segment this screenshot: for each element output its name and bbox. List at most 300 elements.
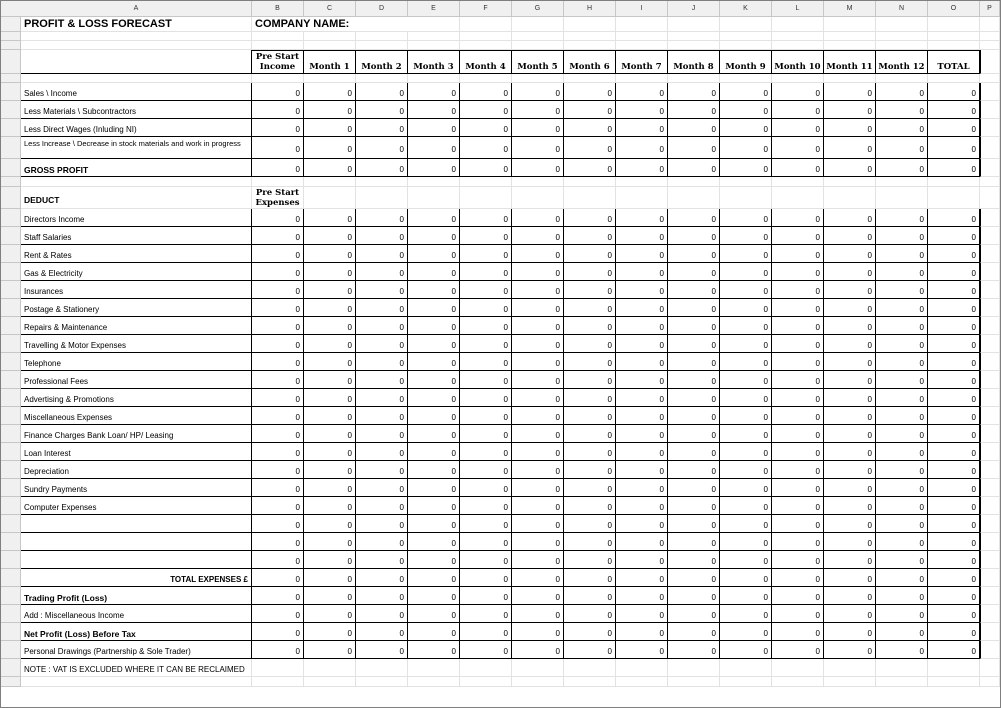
cell-k39[interactable] (720, 659, 772, 677)
cell-o9[interactable]: 0 (928, 137, 980, 159)
cell-p15[interactable] (980, 227, 1000, 245)
cell-h39[interactable] (564, 659, 616, 677)
cell-m15[interactable]: 0 (824, 227, 876, 245)
cell-a13[interactable] (21, 187, 252, 209)
cell-c31[interactable]: 0 (304, 515, 356, 533)
cell-o31[interactable]: 0 (928, 515, 980, 533)
cell-a36[interactable] (21, 605, 252, 623)
cell-k13[interactable] (720, 187, 772, 209)
cell-c35[interactable]: 0 (304, 587, 356, 605)
cell-h20[interactable]: 0 (564, 317, 616, 335)
cell-j14[interactable]: 0 (668, 209, 720, 227)
cell-f40[interactable] (460, 677, 512, 687)
cell-p2[interactable] (980, 32, 1000, 41)
cell-f36[interactable]: 0 (460, 605, 512, 623)
cell-l9[interactable]: 0 (772, 137, 824, 159)
cell-c2[interactable] (304, 32, 356, 41)
cell-j23[interactable]: 0 (668, 371, 720, 389)
cell-a37[interactable] (21, 623, 252, 641)
cell-m14[interactable]: 0 (824, 209, 876, 227)
cell-n15[interactable]: 0 (876, 227, 928, 245)
row-header-37[interactable] (1, 623, 21, 641)
cell-p10[interactable] (980, 159, 1000, 177)
cell-f12[interactable] (460, 177, 512, 187)
cell-g39[interactable] (512, 659, 564, 677)
cell-e34[interactable]: 0 (408, 569, 460, 587)
row-header-16[interactable] (1, 245, 21, 263)
cell-l32[interactable]: 0 (772, 533, 824, 551)
cell-o5[interactable] (928, 74, 980, 83)
cell-n26[interactable]: 0 (876, 425, 928, 443)
cell-o29[interactable]: 0 (928, 479, 980, 497)
cell-a10[interactable] (21, 159, 252, 177)
cell-c38[interactable]: 0 (304, 641, 356, 659)
cell-g26[interactable]: 0 (512, 425, 564, 443)
row-header-22[interactable] (1, 353, 21, 371)
cell-d34[interactable]: 0 (356, 569, 408, 587)
cell-h2[interactable] (564, 32, 616, 41)
cell-e36[interactable]: 0 (408, 605, 460, 623)
cell-g24[interactable]: 0 (512, 389, 564, 407)
cell-j21[interactable]: 0 (668, 335, 720, 353)
cell-j13[interactable] (668, 187, 720, 209)
cell-i13[interactable] (616, 187, 668, 209)
cell-e21[interactable]: 0 (408, 335, 460, 353)
cell-h24[interactable]: 0 (564, 389, 616, 407)
cell-p27[interactable] (980, 443, 1000, 461)
cell-j39[interactable] (668, 659, 720, 677)
cell-h40[interactable] (564, 677, 616, 687)
cell-b12[interactable] (252, 177, 304, 187)
cell-d21[interactable]: 0 (356, 335, 408, 353)
cell-n32[interactable]: 0 (876, 533, 928, 551)
cell-i26[interactable]: 0 (616, 425, 668, 443)
cell-k26[interactable]: 0 (720, 425, 772, 443)
cell-f27[interactable]: 0 (460, 443, 512, 461)
cell-k14[interactable]: 0 (720, 209, 772, 227)
cell-a33[interactable] (21, 551, 252, 569)
cell-m13[interactable] (824, 187, 876, 209)
cell-k29[interactable]: 0 (720, 479, 772, 497)
cell-g5[interactable] (512, 74, 564, 83)
cell-h16[interactable]: 0 (564, 245, 616, 263)
cell-h12[interactable] (564, 177, 616, 187)
cell-o21[interactable]: 0 (928, 335, 980, 353)
cell-k21[interactable]: 0 (720, 335, 772, 353)
cell-k23[interactable]: 0 (720, 371, 772, 389)
cell-f24[interactable]: 0 (460, 389, 512, 407)
cell-f29[interactable]: 0 (460, 479, 512, 497)
cell-o15[interactable]: 0 (928, 227, 980, 245)
cell-k9[interactable]: 0 (720, 137, 772, 159)
cell-g27[interactable]: 0 (512, 443, 564, 461)
row-header-35[interactable] (1, 587, 21, 605)
cell-g18[interactable]: 0 (512, 281, 564, 299)
row-header-17[interactable] (1, 263, 21, 281)
cell-d31[interactable]: 0 (356, 515, 408, 533)
cell-b18[interactable]: 0 (252, 281, 304, 299)
cell-l2[interactable] (772, 32, 824, 41)
cell-i22[interactable]: 0 (616, 353, 668, 371)
cell-p1[interactable] (980, 17, 1000, 32)
cell-e39[interactable] (408, 659, 460, 677)
cell-o30[interactable]: 0 (928, 497, 980, 515)
cell-a25[interactable] (21, 407, 252, 425)
cell-l10[interactable]: 0 (772, 159, 824, 177)
cell-p36[interactable] (980, 605, 1000, 623)
cell-p14[interactable] (980, 209, 1000, 227)
cell-c30[interactable]: 0 (304, 497, 356, 515)
row-header-29[interactable] (1, 479, 21, 497)
cell-i15[interactable]: 0 (616, 227, 668, 245)
cell-g14[interactable]: 0 (512, 209, 564, 227)
cell-c12[interactable] (304, 177, 356, 187)
cell-c23[interactable]: 0 (304, 371, 356, 389)
cell-j19[interactable]: 0 (668, 299, 720, 317)
cell-d35[interactable]: 0 (356, 587, 408, 605)
cell-e37[interactable]: 0 (408, 623, 460, 641)
cell-m17[interactable]: 0 (824, 263, 876, 281)
cell-d12[interactable] (356, 177, 408, 187)
cell-d10[interactable]: 0 (356, 159, 408, 177)
cell-c21[interactable]: 0 (304, 335, 356, 353)
cell-k10[interactable]: 0 (720, 159, 772, 177)
cell-o39[interactable] (928, 659, 980, 677)
cell-k12[interactable] (720, 177, 772, 187)
cell-n16[interactable]: 0 (876, 245, 928, 263)
cell-b29[interactable]: 0 (252, 479, 304, 497)
cell-o2[interactable] (928, 32, 980, 41)
cell-h30[interactable]: 0 (564, 497, 616, 515)
cell-i6[interactable]: 0 (616, 83, 668, 101)
cell-l19[interactable]: 0 (772, 299, 824, 317)
cell-c6[interactable]: 0 (304, 83, 356, 101)
cell-d24[interactable]: 0 (356, 389, 408, 407)
cell-o34[interactable]: 0 (928, 569, 980, 587)
cell-i5[interactable] (616, 74, 668, 83)
cell-e7[interactable]: 0 (408, 101, 460, 119)
cell-o3[interactable] (928, 41, 980, 50)
cell-m25[interactable]: 0 (824, 407, 876, 425)
cell-g21[interactable]: 0 (512, 335, 564, 353)
cell-p40[interactable] (980, 677, 1000, 687)
cell-k37[interactable]: 0 (720, 623, 772, 641)
cell-p5[interactable] (980, 74, 1000, 83)
cell-l26[interactable]: 0 (772, 425, 824, 443)
cell-d15[interactable]: 0 (356, 227, 408, 245)
cell-a22[interactable] (21, 353, 252, 371)
cell-f7[interactable]: 0 (460, 101, 512, 119)
cell-k2[interactable] (720, 32, 772, 41)
column-header-p[interactable]: P (980, 1, 1000, 16)
cell-d32[interactable]: 0 (356, 533, 408, 551)
cell-h8[interactable]: 0 (564, 119, 616, 137)
row-header-21[interactable] (1, 335, 21, 353)
cell-m19[interactable]: 0 (824, 299, 876, 317)
cell-d14[interactable]: 0 (356, 209, 408, 227)
cell-i31[interactable]: 0 (616, 515, 668, 533)
cell-o23[interactable]: 0 (928, 371, 980, 389)
cell-m12[interactable] (824, 177, 876, 187)
pre-start-income-header[interactable]: Pre Start Income (252, 50, 304, 74)
pre-start-expenses-header[interactable]: Pre Start Expenses (252, 187, 304, 209)
cell-i19[interactable]: 0 (616, 299, 668, 317)
cell-l28[interactable]: 0 (772, 461, 824, 479)
cell-k15[interactable]: 0 (720, 227, 772, 245)
cell-l18[interactable]: 0 (772, 281, 824, 299)
cell-m34[interactable]: 0 (824, 569, 876, 587)
cell-m16[interactable]: 0 (824, 245, 876, 263)
cell-f5[interactable] (460, 74, 512, 83)
cell-i9[interactable]: 0 (616, 137, 668, 159)
cell-g32[interactable]: 0 (512, 533, 564, 551)
cell-p16[interactable] (980, 245, 1000, 263)
cell-k7[interactable]: 0 (720, 101, 772, 119)
cell-o12[interactable] (928, 177, 980, 187)
cell-k17[interactable]: 0 (720, 263, 772, 281)
cell-j28[interactable]: 0 (668, 461, 720, 479)
cell-b14[interactable]: 0 (252, 209, 304, 227)
cell-e22[interactable]: 0 (408, 353, 460, 371)
cell-a28[interactable] (21, 461, 252, 479)
cell-e12[interactable] (408, 177, 460, 187)
cell-c29[interactable]: 0 (304, 479, 356, 497)
cell-l6[interactable]: 0 (772, 83, 824, 101)
cell-n12[interactable] (876, 177, 928, 187)
cell-o28[interactable]: 0 (928, 461, 980, 479)
cell-f8[interactable]: 0 (460, 119, 512, 137)
cell-m5[interactable] (824, 74, 876, 83)
row-header-2[interactable] (1, 32, 21, 41)
cell-e38[interactable]: 0 (408, 641, 460, 659)
cell-m6[interactable]: 0 (824, 83, 876, 101)
cell-i37[interactable]: 0 (616, 623, 668, 641)
cell-a7[interactable] (21, 101, 252, 119)
cell-c39[interactable] (304, 659, 356, 677)
column-header-g[interactable]: G (512, 1, 564, 16)
cell-m32[interactable]: 0 (824, 533, 876, 551)
cell-b3[interactable] (252, 41, 304, 50)
cell-d33[interactable]: 0 (356, 551, 408, 569)
cell-k8[interactable]: 0 (720, 119, 772, 137)
cell-m30[interactable]: 0 (824, 497, 876, 515)
cell-g40[interactable] (512, 677, 564, 687)
cell-c40[interactable] (304, 677, 356, 687)
cell-p31[interactable] (980, 515, 1000, 533)
cell-i40[interactable] (616, 677, 668, 687)
cell-f6[interactable]: 0 (460, 83, 512, 101)
cell-j27[interactable]: 0 (668, 443, 720, 461)
cell-p34[interactable] (980, 569, 1000, 587)
cell-e30[interactable]: 0 (408, 497, 460, 515)
cell-d18[interactable]: 0 (356, 281, 408, 299)
cell-o19[interactable]: 0 (928, 299, 980, 317)
cell-a29[interactable] (21, 479, 252, 497)
cell-n23[interactable]: 0 (876, 371, 928, 389)
cell-p22[interactable] (980, 353, 1000, 371)
cell-c34[interactable]: 0 (304, 569, 356, 587)
cell-h38[interactable]: 0 (564, 641, 616, 659)
cell-l15[interactable]: 0 (772, 227, 824, 245)
row-header-24[interactable] (1, 389, 21, 407)
cell-j17[interactable]: 0 (668, 263, 720, 281)
cell-h15[interactable]: 0 (564, 227, 616, 245)
row-header-14[interactable] (1, 209, 21, 227)
cell-d37[interactable]: 0 (356, 623, 408, 641)
row-header-5[interactable] (1, 74, 21, 83)
cell-l27[interactable]: 0 (772, 443, 824, 461)
cell-a39[interactable] (21, 659, 252, 677)
column-header-f[interactable]: F (460, 1, 512, 16)
cell-e3[interactable] (408, 41, 460, 50)
cell-m29[interactable]: 0 (824, 479, 876, 497)
cell-m28[interactable]: 0 (824, 461, 876, 479)
month-header[interactable]: Month 11 (824, 50, 876, 74)
cell-i23[interactable]: 0 (616, 371, 668, 389)
cell-e31[interactable]: 0 (408, 515, 460, 533)
cell-e18[interactable]: 0 (408, 281, 460, 299)
cell-i34[interactable]: 0 (616, 569, 668, 587)
cell-f23[interactable]: 0 (460, 371, 512, 389)
cell-h7[interactable]: 0 (564, 101, 616, 119)
cell-j7[interactable]: 0 (668, 101, 720, 119)
cell-b20[interactable]: 0 (252, 317, 304, 335)
cell-n25[interactable]: 0 (876, 407, 928, 425)
cell-d29[interactable]: 0 (356, 479, 408, 497)
cell-l3[interactable] (772, 41, 824, 50)
cell-a6[interactable] (21, 83, 252, 101)
cell-e6[interactable]: 0 (408, 83, 460, 101)
column-header-c[interactable]: C (304, 1, 356, 16)
cell-f13[interactable] (460, 187, 512, 209)
cell-j34[interactable]: 0 (668, 569, 720, 587)
cell-p33[interactable] (980, 551, 1000, 569)
cell-p7[interactable] (980, 101, 1000, 119)
cell-j20[interactable]: 0 (668, 317, 720, 335)
cell-e13[interactable] (408, 187, 460, 209)
row-header-19[interactable] (1, 299, 21, 317)
cell-k16[interactable]: 0 (720, 245, 772, 263)
cell-b8[interactable]: 0 (252, 119, 304, 137)
cell-c7[interactable]: 0 (304, 101, 356, 119)
cell-l29[interactable]: 0 (772, 479, 824, 497)
cell-f10[interactable]: 0 (460, 159, 512, 177)
cell-f39[interactable] (460, 659, 512, 677)
cell-j29[interactable]: 0 (668, 479, 720, 497)
cell-e1[interactable] (408, 17, 460, 32)
cell-g29[interactable]: 0 (512, 479, 564, 497)
cell-p26[interactable] (980, 425, 1000, 443)
cell-h32[interactable]: 0 (564, 533, 616, 551)
cell-a18[interactable] (21, 281, 252, 299)
cell-m24[interactable]: 0 (824, 389, 876, 407)
cell-i8[interactable]: 0 (616, 119, 668, 137)
cell-g9[interactable]: 0 (512, 137, 564, 159)
cell-h17[interactable]: 0 (564, 263, 616, 281)
cell-l13[interactable] (772, 187, 824, 209)
cell-l31[interactable]: 0 (772, 515, 824, 533)
cell-b10[interactable]: 0 (252, 159, 304, 177)
cell-a31[interactable] (21, 515, 252, 533)
cell-h14[interactable]: 0 (564, 209, 616, 227)
cell-a30[interactable] (21, 497, 252, 515)
cell-n14[interactable]: 0 (876, 209, 928, 227)
cell-l8[interactable]: 0 (772, 119, 824, 137)
cell-p39[interactable] (980, 659, 1000, 677)
cell-o10[interactable]: 0 (928, 159, 980, 177)
cell-d26[interactable]: 0 (356, 425, 408, 443)
cell-a1[interactable] (21, 17, 252, 32)
cell-p12[interactable] (980, 177, 1000, 187)
month-header[interactable]: Month 6 (564, 50, 616, 74)
cell-d23[interactable]: 0 (356, 371, 408, 389)
cell-i35[interactable]: 0 (616, 587, 668, 605)
cell-c8[interactable]: 0 (304, 119, 356, 137)
cell-h21[interactable]: 0 (564, 335, 616, 353)
cell-a8[interactable] (21, 119, 252, 137)
cell-b27[interactable]: 0 (252, 443, 304, 461)
column-header-d[interactable]: D (356, 1, 408, 16)
cell-c13[interactable] (304, 187, 356, 209)
cell-c28[interactable]: 0 (304, 461, 356, 479)
cell-b5[interactable] (252, 74, 304, 83)
cell-c9[interactable]: 0 (304, 137, 356, 159)
cell-k25[interactable]: 0 (720, 407, 772, 425)
cell-n27[interactable]: 0 (876, 443, 928, 461)
cell-e33[interactable]: 0 (408, 551, 460, 569)
cell-b21[interactable]: 0 (252, 335, 304, 353)
cell-f28[interactable]: 0 (460, 461, 512, 479)
cell-m10[interactable]: 0 (824, 159, 876, 177)
cell-i7[interactable]: 0 (616, 101, 668, 119)
cell-g23[interactable]: 0 (512, 371, 564, 389)
cell-i2[interactable] (616, 32, 668, 41)
cell-m22[interactable]: 0 (824, 353, 876, 371)
cell-h6[interactable]: 0 (564, 83, 616, 101)
cell-m23[interactable]: 0 (824, 371, 876, 389)
cell-o26[interactable]: 0 (928, 425, 980, 443)
row-header-7[interactable] (1, 101, 21, 119)
cell-k30[interactable]: 0 (720, 497, 772, 515)
cell-l23[interactable]: 0 (772, 371, 824, 389)
cell-c14[interactable]: 0 (304, 209, 356, 227)
cell-e9[interactable]: 0 (408, 137, 460, 159)
cell-k34[interactable]: 0 (720, 569, 772, 587)
cell-n1[interactable] (876, 17, 928, 32)
cell-j35[interactable]: 0 (668, 587, 720, 605)
cell-n38[interactable]: 0 (876, 641, 928, 659)
cell-i39[interactable] (616, 659, 668, 677)
cell-b6[interactable]: 0 (252, 83, 304, 101)
cell-m18[interactable]: 0 (824, 281, 876, 299)
cell-o17[interactable]: 0 (928, 263, 980, 281)
cell-c17[interactable]: 0 (304, 263, 356, 281)
cell-p17[interactable] (980, 263, 1000, 281)
cell-n22[interactable]: 0 (876, 353, 928, 371)
cell-g30[interactable]: 0 (512, 497, 564, 515)
column-header-o[interactable]: O (928, 1, 980, 16)
cell-m8[interactable]: 0 (824, 119, 876, 137)
cell-e19[interactable]: 0 (408, 299, 460, 317)
cell-i29[interactable]: 0 (616, 479, 668, 497)
month-header[interactable]: Month 1 (304, 50, 356, 74)
cell-d39[interactable] (356, 659, 408, 677)
cell-c27[interactable]: 0 (304, 443, 356, 461)
cell-k3[interactable] (720, 41, 772, 50)
cell-p25[interactable] (980, 407, 1000, 425)
cell-h10[interactable]: 0 (564, 159, 616, 177)
cell-h35[interactable]: 0 (564, 587, 616, 605)
